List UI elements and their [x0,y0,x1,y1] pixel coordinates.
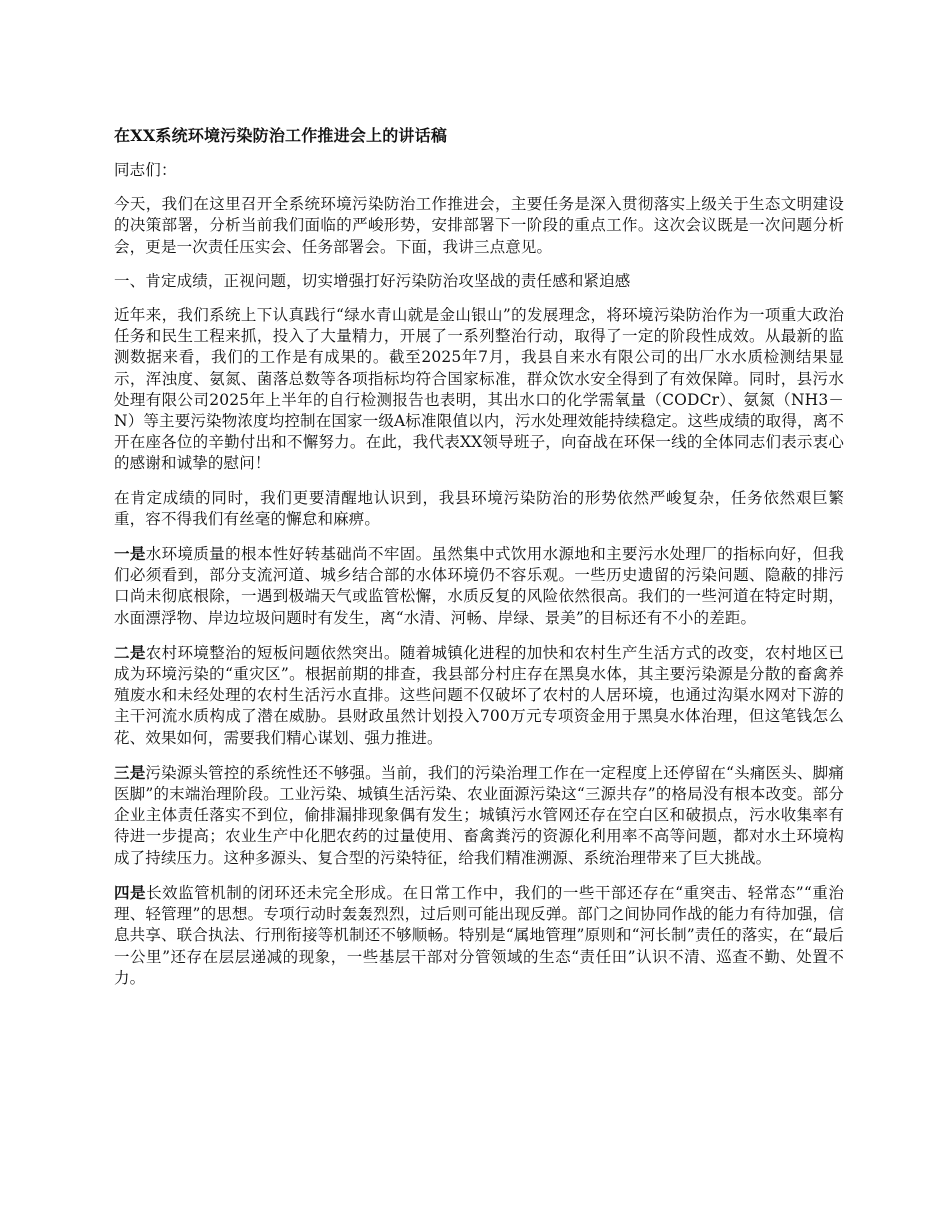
problems-intro-paragraph: 在肯定成绩的同时，我们更要清醒地认识到，我县环境污染防治的形势依然严峻复杂，任务依然艰巨繁重，容不得我们有丝毫的懈怠和麻痹。 [114,488,844,528]
point-1-paragraph [114,543,844,629]
point-2-lead: 二是 [114,642,146,662]
point-4-lead: 四是 [114,882,147,902]
section-heading: 一、肯定成绩，正视问题，切实增强打好污染防治攻坚战的责任感和紧迫感 [114,271,631,290]
document-page [114,124,844,1002]
point-2-text: 农村环境整治的短板问题依然突出。随着城镇化进程的加快和农村生产生活方式的改变，农村地区已成为环境污染的“重灾区”。根据前期的排查，我县部分村庄存在黑臭水体，其主要污染源是分散的畜禽养殖废水和未经处理的农村生活污水直排。这些问题不仅破坏了农村的人居环境，也通过沟渠水网对下游的主干河流水质构成了潜在威胁。县财政虽然计划投入700万元专项资金用于黑臭水体治理，但这笔钱怎么花、效果如何，需要我们精心谋划、强力推进。 [114,643,844,747]
point-4-text: 长效监管机制的闭环还未完全形成。在日常工作中，我们的一些干部还存在“重突击、轻常态”“重治理、轻管理”的思想。专项行动时轰轰烈烈，过后则可能出现反弹。部门之间协同作战的能力有待加强，信息共享、联合执法、行刑衔接等机制还不够顺畅。特别是“属地管理”原则和“河长制”责任的落实，在“最后一公里”还存在层层递减的现象，一些基层干部对分管领域的生态“责任田”认识不清、巡查不勤、处置不力。 [114,883,844,987]
point-3-lead: 三是 [114,762,146,782]
point-1-text: 水环境质量的根本性好转基础尚不牢固。虽然集中式饮用水源地和主要污水处理厂的指标向好，但我们必须看到，部分支流河道、城乡结合部的水体环境仍不容乐观。一些历史遗留的污染问题、隐蔽的排污口尚未彻底根除，一遇到极端天气或监管松懈，水质反复的风险依然很高。我们的一些河道在特定时期，水面漂浮物、岸边垃圾问题时有发生，离“水清、河畅、岸绿、景美”的目标还有不小的差距。 [114,545,844,627]
point-4-paragraph [114,882,844,989]
salutation: 同志们： [114,161,177,179]
point-1-lead: 一是 [114,544,146,564]
point-2-paragraph [114,642,844,749]
achievements-paragraph: 近年来，我们系统上下认真践行“绿水青山就是金山银山”的发展理念，将环境污染防治作为一项重大政治任务和民生工程来抓，投入了大量精力，开展了一系列整治行动，取得了一定的阶段性成效。从最新的监测数据来看，我们的工作是有成果的。截至2025年7月，我县自来水有限公司的出厂水水质检测结果显示，浑浊度、氨氮、菌落总数等各项指标均符合国家标准，群众饮水安全得到了有效保障。同时，县污水处理有限公司2025年上半年的自行检测报告也表明，其出水口的化学需氧量（CODCr）、氨氮（NH3－N）等主要污染物浓度均控制在国家一级A标准限值以内，污水处理效能持续稳定。这些成绩的取得，离不开在座各位的辛勤付出和不懈努力。在此，我代表XX领导班子，向奋战在环保一线的全体同志们表示衷心的感谢和诚挚的慰问！ [114,306,844,473]
point-3-text: 污染源头管控的系统性还不够强。当前，我们的污染治理工作在一定程度上还停留在“头痛医头、脚痛医脚”的末端治理阶段。工业污染、城镇生活污染、农业面源污染这“三源共存”的格局没有根本改变。部分企业主体责任落实不到位，偷排漏排现象偶有发生；城镇污水管网还存在空白区和破损点，污水收集率有待进一步提高；农业生产中化肥农药的过量使用、畜禽粪污的资源化利用率不高等问题，都对水土环境构成了持续压力。这种多源头、复合型的污染特征，给我们精准溯源、系统治理带来了巨大挑战。 [114,763,844,867]
point-3-paragraph [114,762,844,869]
intro-paragraph: 今天，我们在这里召开全系统环境污染防治工作推进会，主要任务是深入贯彻落实上级关于生态文明建设的决策部署，分析当前我们面临的严峻形势，安排部署下一阶段的重点工作。这次会议既是一次问题分析会，更是一次责任压实会、任务部署会。下面，我讲三点意见。 [114,195,844,256]
document-title: 在XX系统环境污染防治工作推进会上的讲话稿 [114,126,448,145]
